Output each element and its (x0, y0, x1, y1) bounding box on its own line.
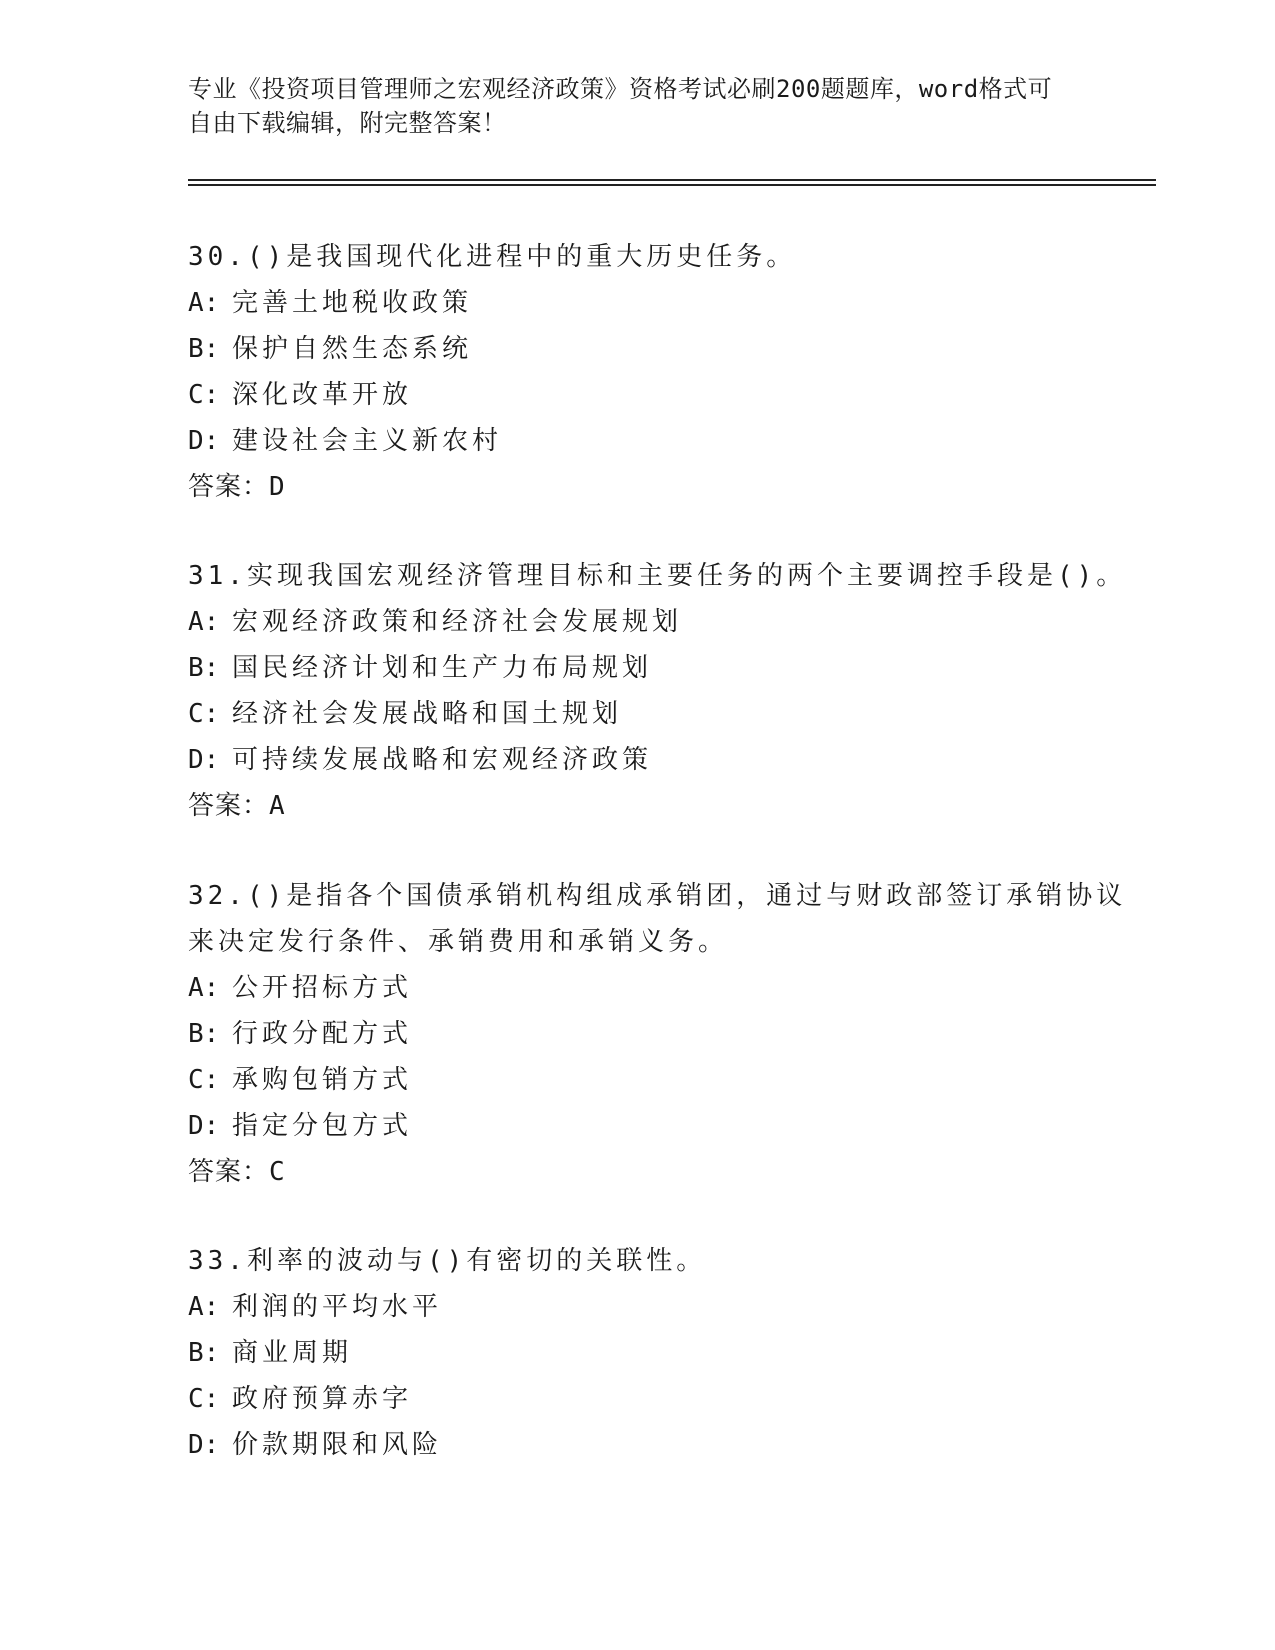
question-31 (188, 553, 1127, 829)
option-text: 承购包销方式 (232, 1065, 413, 1095)
option-text: 政府预算赤字 (232, 1384, 413, 1414)
option-d (188, 737, 1088, 783)
answer-line (188, 464, 1088, 510)
option-b (188, 1011, 1088, 1057)
option-letter: B: (188, 334, 220, 364)
option-letter: C: (188, 380, 220, 410)
option-d (188, 1103, 1088, 1149)
option-letter: D: (188, 1430, 220, 1460)
option-text: 商业周期 (232, 1338, 353, 1368)
option-letter: C: (188, 1065, 220, 1095)
option-b (188, 326, 1088, 372)
option-c (188, 1057, 1088, 1103)
option-text: 经济社会发展战略和国土规划 (232, 699, 623, 729)
option-text: 建设社会主义新农村 (232, 426, 503, 456)
option-letter: C: (188, 1384, 220, 1414)
option-letter: A: (188, 288, 220, 318)
option-d (188, 418, 1088, 464)
question-30 (188, 234, 1088, 510)
option-text: 公开招标方式 (232, 973, 413, 1003)
document-header (188, 72, 1088, 140)
option-letter: D: (188, 745, 220, 775)
question-stem: 33.利率的波动与()有密切的关联性。 (188, 1246, 707, 1276)
option-letter: D: (188, 1111, 220, 1141)
answer-label: 答案： (188, 472, 270, 502)
answer-label: 答案： (188, 791, 270, 821)
header-line-2: 自由下载编辑，附完整答案！ (188, 109, 507, 137)
answer-value: A (269, 791, 286, 821)
question-stem: 32.()是指各个国债承销机构组成承销团，通过与财政部签订承销协议 (188, 881, 1127, 911)
option-letter: B: (188, 1338, 220, 1368)
option-a (188, 965, 1088, 1011)
option-text: 国民经济计划和生产力布局规划 (232, 653, 653, 683)
question-stem: 31.实现我国宏观经济管理目标和主要任务的两个主要调控手段是()。 (188, 561, 1127, 591)
question-32 (188, 873, 1127, 1195)
option-letter: A: (188, 973, 220, 1003)
answer-label: 答案： (188, 1157, 270, 1187)
option-c (188, 372, 1088, 418)
option-b (188, 1330, 1088, 1376)
option-text: 指定分包方式 (232, 1111, 413, 1141)
header-divider-bottom (188, 184, 1156, 186)
option-a (188, 599, 1088, 645)
answer-line (188, 1149, 1088, 1195)
option-letter: B: (188, 653, 220, 683)
question-stem-continued: 来决定发行条件、承销费用和承销义务。 (188, 927, 729, 957)
option-text: 深化改革开放 (232, 380, 413, 410)
option-text: 完善土地税收政策 (232, 288, 473, 318)
option-letter: A: (188, 1292, 220, 1322)
header-divider-top (188, 179, 1156, 181)
option-text: 宏观经济政策和经济社会发展规划 (232, 607, 683, 637)
option-a (188, 280, 1088, 326)
option-text: 保护自然生态系统 (232, 334, 473, 364)
option-letter: D: (188, 426, 220, 456)
answer-value: D (269, 472, 286, 502)
question-stem: 30.()是我国现代化进程中的重大历史任务。 (188, 242, 797, 272)
option-letter: A: (188, 607, 220, 637)
question-33 (188, 1238, 1088, 1468)
option-text: 利润的平均水平 (232, 1292, 443, 1322)
answer-line (188, 783, 1088, 829)
option-text: 价款期限和风险 (232, 1430, 443, 1460)
option-b (188, 645, 1088, 691)
option-letter: B: (188, 1019, 220, 1049)
answer-value: C (269, 1157, 286, 1187)
option-letter: C: (188, 699, 220, 729)
option-c (188, 691, 1088, 737)
option-d (188, 1422, 1088, 1468)
option-text: 可持续发展战略和宏观经济政策 (232, 745, 653, 775)
option-text: 行政分配方式 (232, 1019, 413, 1049)
option-c (188, 1376, 1088, 1422)
header-line-1: 专业《投资项目管理师之宏观经济政策》资格考试必刷200题题库，word格式可 (188, 75, 1053, 103)
option-a (188, 1284, 1088, 1330)
